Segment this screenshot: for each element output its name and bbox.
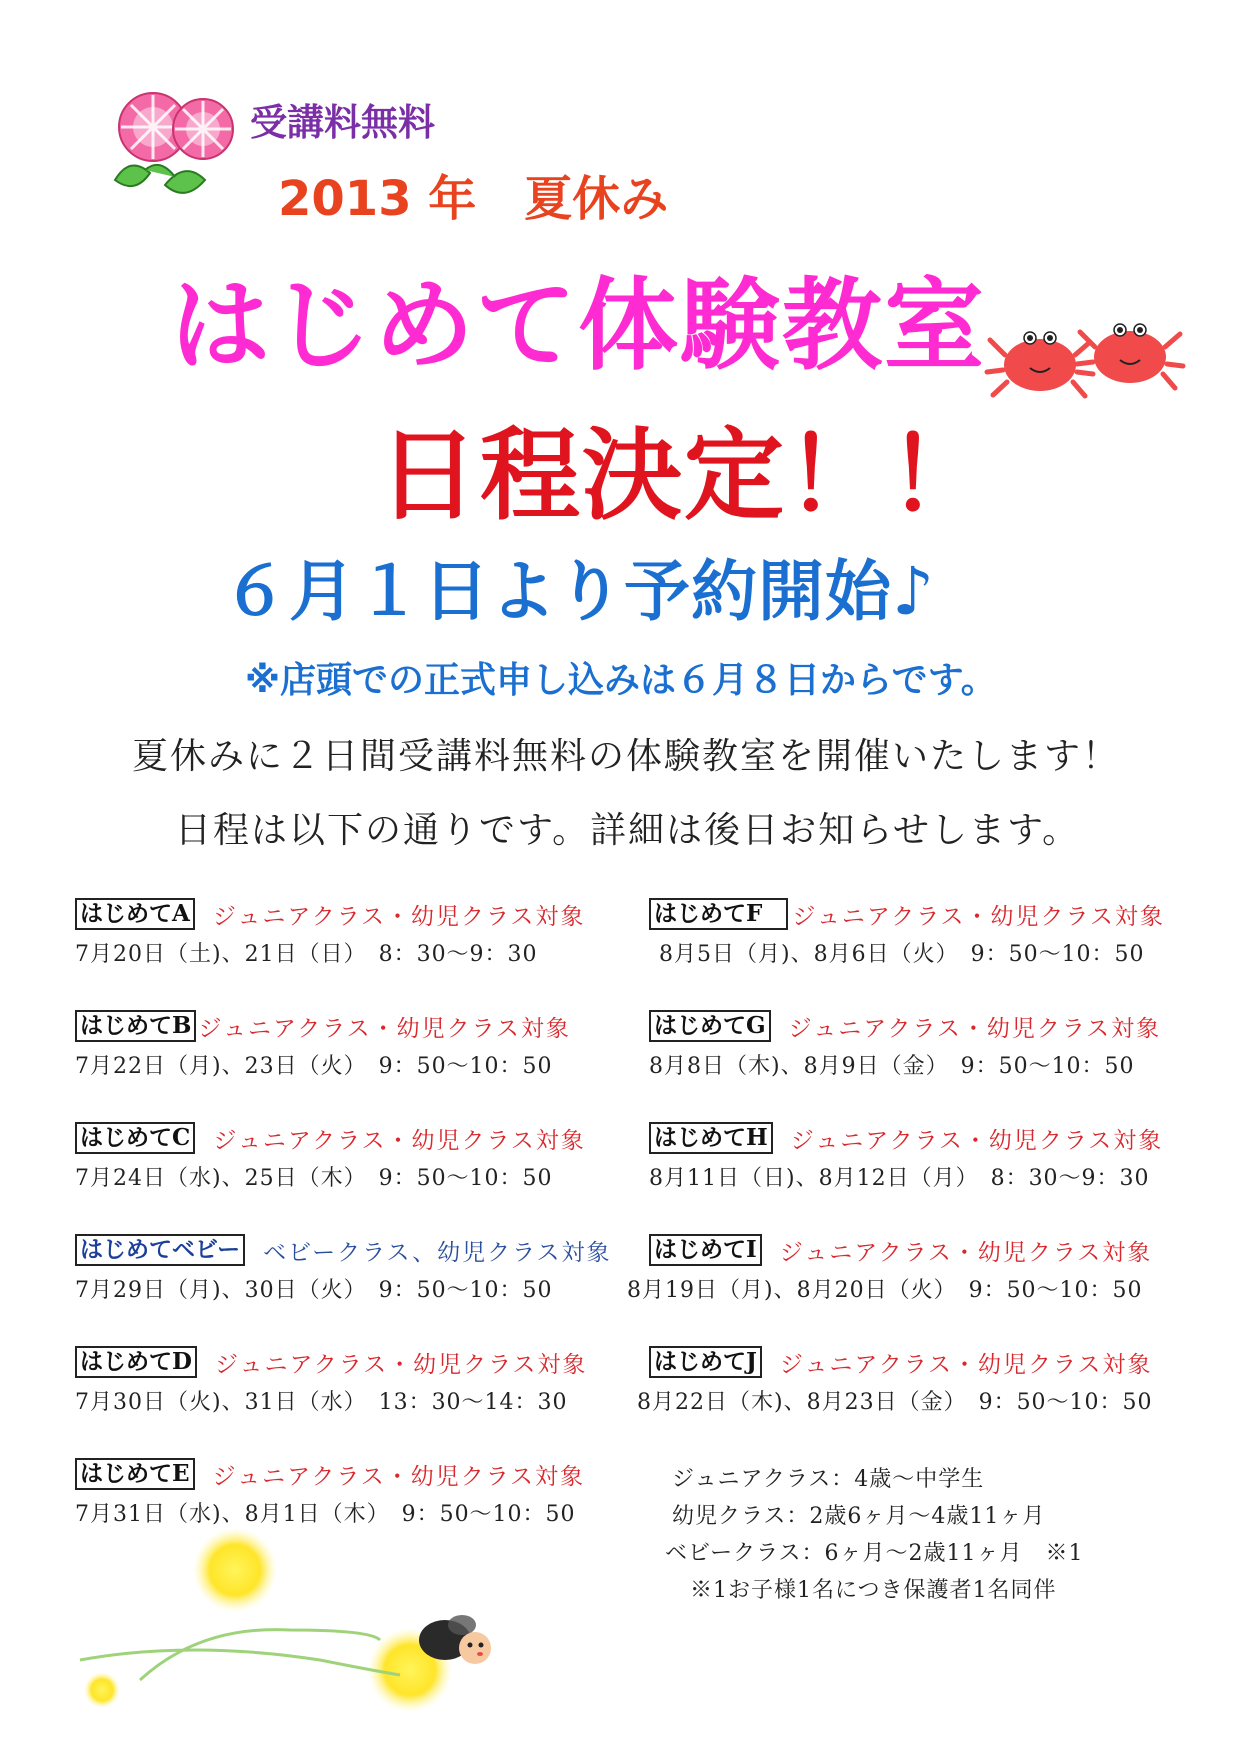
intro-line-2: 日程は以下の通りです。詳細は後日お知らせします。 (175, 810, 1081, 851)
class-dates: 8月19日（月)、8月20日（火） 9：50～10：50 (627, 1278, 1143, 1303)
year-heading: 2013 年 夏休み (278, 171, 669, 227)
class-dates: 8月8日（木)、8月9日（金） 9：50～10：50 (649, 1054, 1135, 1079)
class-target: ジュニアクラス・幼児クラス対象 (212, 903, 586, 930)
schedule-item-b (75, 1009, 635, 1080)
page-title: はじめて体験教室 (170, 267, 986, 384)
class-dates: 7月30日（火)、31日（水） 13：30～14：30 (75, 1390, 568, 1415)
schedule-item-e (75, 1457, 635, 1528)
schedule-item-a (75, 897, 635, 968)
class-target: ジュニアクラス・幼児クラス対象 (213, 1127, 586, 1154)
class-target: ジュニアクラス・幼児クラス対象 (790, 1127, 1164, 1154)
class-tag: はじめてI (649, 1234, 762, 1266)
class-dates: 7月22日（月)、23日（火） 9：50～10：50 (75, 1054, 553, 1079)
class-target: ジュニアクラス・幼児クラス対象 (788, 1015, 1162, 1042)
legend-footnote: ※1お子様1名につき保護者1名同伴 (690, 1578, 1057, 1603)
class-tag: はじめてJ (649, 1346, 762, 1378)
schedule-decided-heading: 日程決定！！ (378, 417, 990, 534)
class-target: ジュニアクラス・幼児クラス対象 (779, 1239, 1153, 1266)
class-dates: 7月29日（月)、30日（火） 9：50～10：50 (75, 1278, 553, 1303)
class-tag: はじめてベビー (75, 1234, 245, 1266)
legend-baby: ベビークラス：6ヶ月～2歳11ヶ月 ※1 (665, 1541, 1084, 1566)
class-target: ベビークラス、幼児クラス対象 (263, 1239, 612, 1266)
schedule-item-j (637, 1345, 1209, 1416)
intro-line-1: 夏休みに２日間受講料無料の体験教室を開催いたします！ (132, 736, 1121, 777)
class-tag: はじめてF (649, 898, 788, 930)
legend-infant: 幼児クラス：2歳6ヶ月～4歳11ヶ月 (672, 1504, 1046, 1529)
class-tag: はじめてC (75, 1122, 195, 1154)
class-dates: 7月20日（土)、21日（日） 8：30～9：30 (75, 942, 538, 967)
schedule-item-g (649, 1009, 1209, 1080)
class-dates: 8月22日（木)、8月23日（金） 9：50～10：50 (637, 1390, 1153, 1415)
class-dates: 8月11日（日)、8月12日（月） 8：30～9：30 (649, 1166, 1150, 1191)
reservation-start-heading: ６月１日より予約開始♪ (222, 553, 936, 630)
class-tag: はじめてB (75, 1010, 196, 1042)
free-tuition-label: 受講料無料 (250, 101, 435, 144)
crab-icon (985, 310, 1190, 410)
class-dates: 7月31日（水)、8月1日（木） 9：50～10：50 (75, 1502, 576, 1527)
class-tag: はじめてA (75, 898, 195, 930)
schedule-item-h (649, 1121, 1209, 1192)
class-dates: 8月5日（月)、8月6日（火） 9：50～10：50 (659, 942, 1145, 967)
schedule-item-baby (75, 1233, 635, 1304)
class-tag: はじめてD (75, 1346, 197, 1378)
class-target: ジュニアクラス・幼児クラス対象 (792, 903, 1165, 930)
class-target: ジュニアクラス・幼児クラス対象 (198, 1015, 571, 1042)
morning-glory-icon (105, 85, 245, 205)
schedule-item-f (649, 897, 1209, 968)
schedule-item-i (627, 1233, 1209, 1304)
class-tag: はじめてH (649, 1122, 773, 1154)
schedule-item-d (75, 1345, 635, 1416)
class-target: ジュニアクラス・幼児クラス対象 (212, 1463, 586, 1490)
class-dates: 7月24日（水)、25日（木） 9：50～10：50 (75, 1166, 553, 1191)
class-tag: はじめてE (75, 1458, 195, 1490)
class-tag: はじめてG (649, 1010, 771, 1042)
firefly-icon (70, 1530, 510, 1740)
store-application-note: ※店頭での正式申し込みは６月８日からです。 (245, 660, 997, 701)
class-target: ジュニアクラス・幼児クラス対象 (779, 1351, 1153, 1378)
legend-junior: ジュニアクラス：4歳～中学生 (672, 1467, 985, 1492)
class-target: ジュニアクラス・幼児クラス対象 (214, 1351, 588, 1378)
schedule-item-c (75, 1121, 635, 1192)
